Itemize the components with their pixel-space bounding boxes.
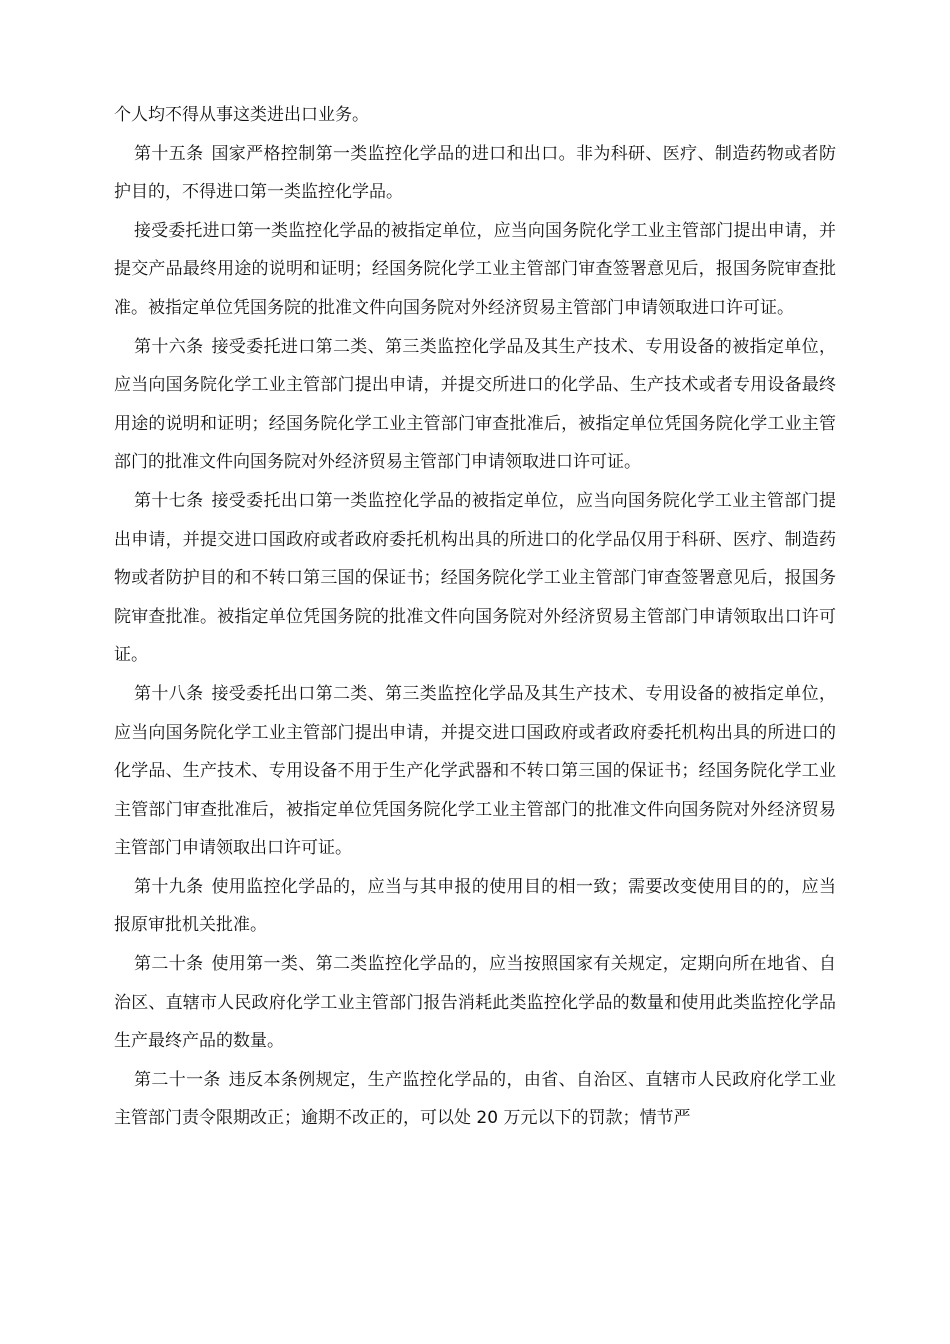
article-15 (114, 135, 836, 212)
article-number: 第十六条 (134, 336, 204, 357)
article-21 (114, 1061, 836, 1138)
paragraph-text: 违反本条例规定，生产监控化学品的，由省、自治区、直辖市人民政府化学工业主管部门责令限期改正；逾期不改正的，可以处 20 万元以下的罚款；情节严 (114, 1069, 837, 1129)
article-19 (114, 868, 836, 945)
article-number: 第十九条 (134, 876, 204, 897)
paragraph-text: 使用第一类、第二类监控化学品的，应当按照国家有关规定，定期向所在地省、自治区、直辖市人民政府化学工业主管部门报告消耗此类监控化学品的数量和使用此类监控化学品生产最终产品的数量。 (114, 954, 836, 1052)
article-17 (114, 482, 836, 675)
article-number: 第十五条 (134, 143, 204, 164)
paragraph-text: 使用监控化学品的，应当与其申报的使用目的相一致；需要改变使用目的的，应当报原审批机关批准。 (114, 876, 836, 936)
article-number: 第二十条 (134, 954, 204, 975)
article-number: 第十八条 (134, 683, 204, 704)
article-number: 第十七条 (134, 490, 204, 511)
article-number: 第二十一条 (134, 1069, 221, 1090)
paragraph-text: 接受委托出口第一类监控化学品的被指定单位，应当向国务院化学工业主管部门提出申请，并提交进口国政府或者政府委托机构出具的所进口的化学品仅用于科研、医疗、制造药物或者防护目的和不转口第三国的保证书；经国务院化学工业主管部门审查签署意见后，报国务院审查批准。被指定单位凭国务院的批准文件向国务院对外经济贸易主管部门申请领取出口许可证。 (114, 490, 836, 666)
paragraph-text: 接受委托进口第一类监控化学品的被指定单位，应当向国务院化学工业主管部门提出申请，并提交产品最终用途的说明和证明；经国务院化学工业主管部门审查签署意见后，报国务院审查批准。被指定单位凭国务院的批准文件向国务院对外经济贸易主管部门申请领取进口许可证。 (114, 220, 836, 318)
paragraph-text: 接受委托出口第二类、第三类监控化学品及其生产技术、专用设备的被指定单位，应当向国务院化学工业主管部门提出申请，并提交进口国政府或者政府委托机构出具的所进口的化学品、生产技术、专用设备不用于生产化学武器和不转口第三国的保证书；经国务院化学工业主管部门审查批准后，被指定单位凭国务院化学工业主管部门的批准文件向国务院对外经济贸易主管部门申请领取出口许可证。 (114, 683, 836, 859)
paragraph-continuation (114, 96, 836, 135)
paragraph-text: 国家严格控制第一类监控化学品的进口和出口。非为科研、医疗、制造药物或者防护目的，不得进口第一类监控化学品。 (114, 143, 836, 203)
article-20 (114, 945, 836, 1061)
paragraph-text: 个人均不得从事这类进出口业务。 (114, 105, 369, 125)
article-15-clause-2 (114, 212, 836, 328)
paragraph-text: 接受委托进口第二类、第三类监控化学品及其生产技术、专用设备的被指定单位，应当向国务院化学工业主管部门提出申请，并提交所进口的化学品、生产技术或者专用设备最终用途的说明和证明；经国务院化学工业主管部门审查批准后，被指定单位凭国务院化学工业主管部门的批准文件向国务院对外经济贸易主管部门申请领取进口许可证。 (114, 336, 836, 473)
article-18 (114, 675, 836, 868)
regulation-text (114, 96, 836, 1138)
article-16 (114, 328, 836, 482)
